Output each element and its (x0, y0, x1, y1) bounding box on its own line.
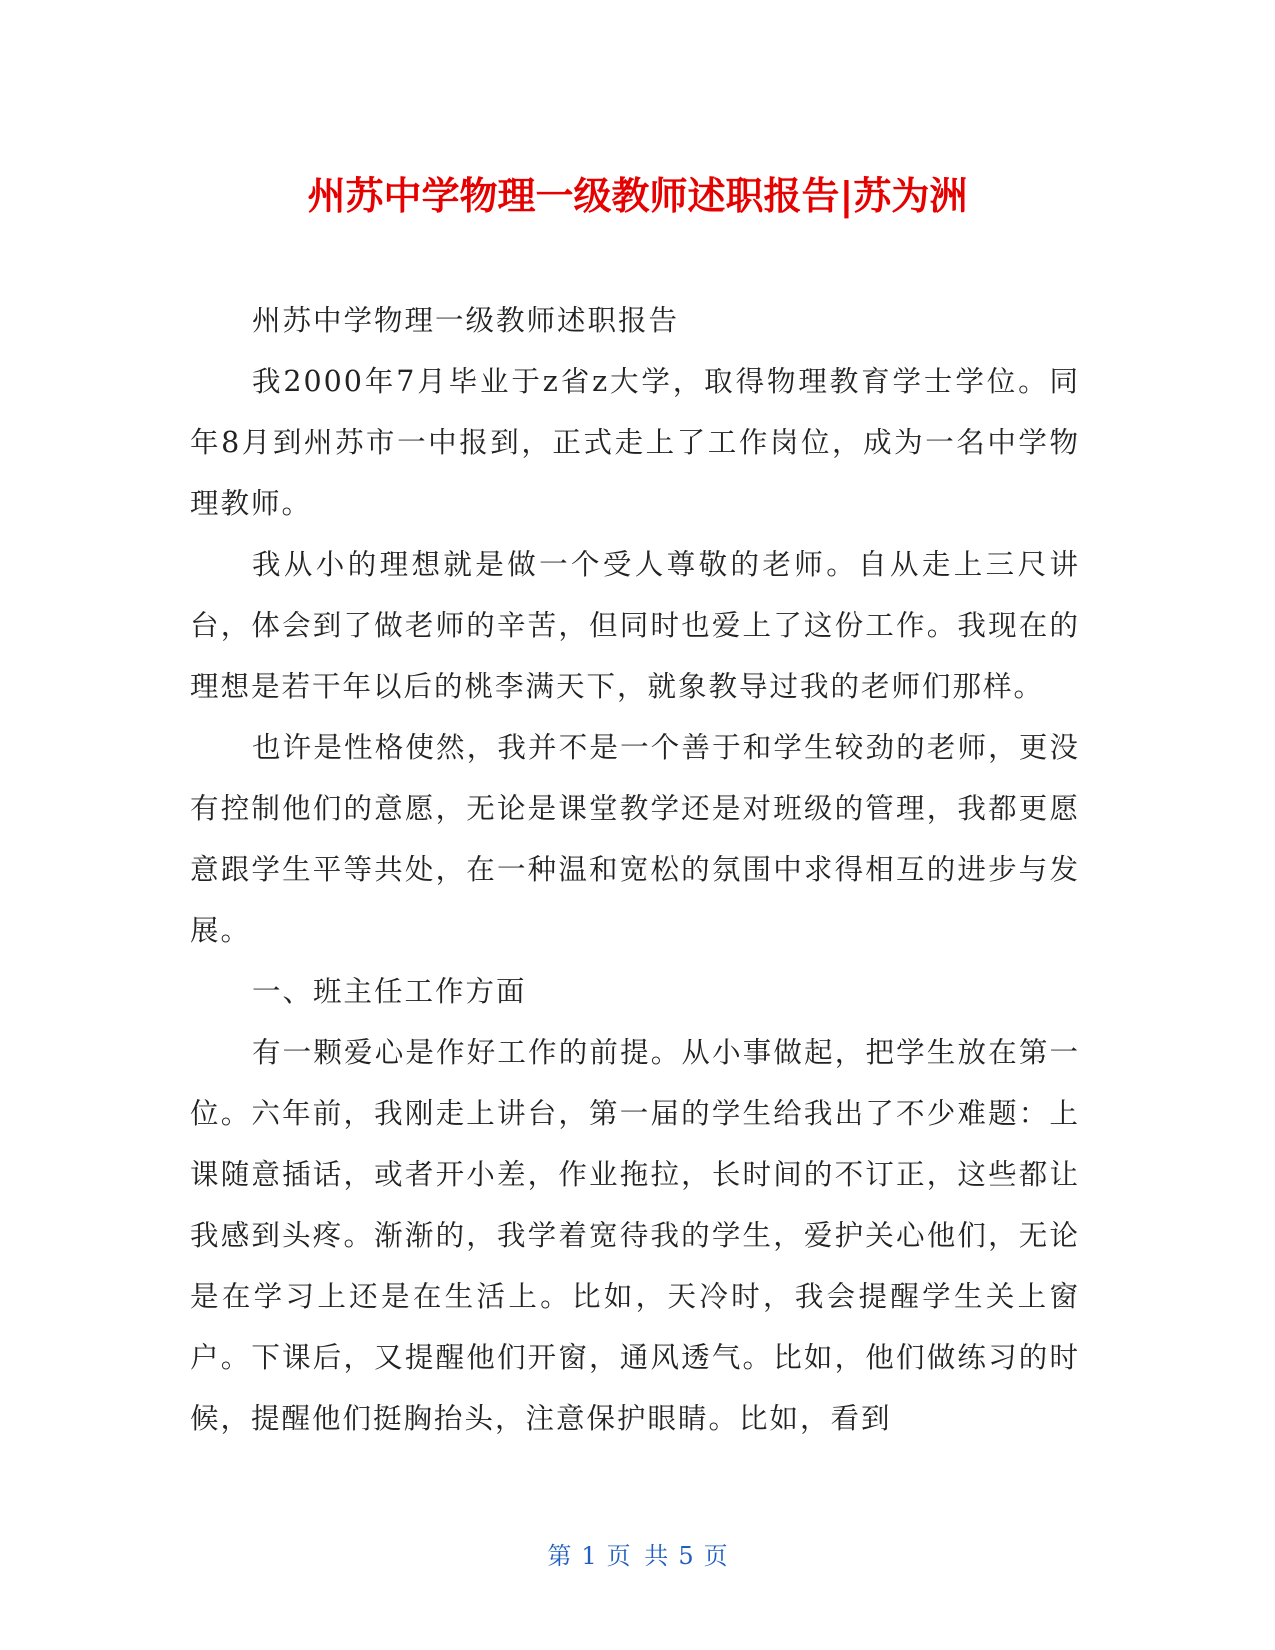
current-page-number: 1 (581, 1542, 597, 1570)
document-body (190, 290, 1080, 1449)
document-title: 州苏中学物理一级教师述职报告|苏为洲 (307, 174, 968, 218)
paragraph: 也许是性格使然，我并不是一个善于和学生较劲的老师，更没有控制他们的意愿，无论是课堂教学还是对班级的管理，我都更愿意跟学生平等共处，在一种温和宽松的氛围中求得相互的进步与发展。 (190, 731, 1080, 947)
footer-middle: 页 共 (606, 1542, 669, 1570)
paragraph-subtitle: 州苏中学物理一级教师述职报告 (252, 304, 680, 337)
paragraph: 我从小的理想就是做一个受人尊敬的老师。自从走上三尺讲台，体会到了做老师的辛苦，但同时也爱上了这份工作。我现在的理想是若干年以后的桃李满天下，就象教导过我的老师们那样。 (190, 548, 1080, 703)
footer-prefix: 第 (547, 1542, 572, 1570)
page-footer (0, 1540, 1275, 1572)
paragraph: 我2000年7月毕业于z省z大学，取得物理教育学士学位。同年8月到州苏市一中报到，正式走上了工作岗位，成为一名中学物理教师。 (190, 365, 1080, 520)
paragraph: 有一颗爱心是作好工作的前提。从小事做起，把学生放在第一位。六年前，我刚走上讲台，第一届的学生给我出了不少难题：上课随意插话，或者开小差，作业拖拉，长时间的不订正，这些都让我感到头疼。渐渐的，我学着宽待我的学生，爱护关心他们，无论是在学习上还是在生活上。比如，天冷时，我会提醒学生关上窗户。下课后，又提醒他们开窗，通风透气。比如，他们做练习的时候，提醒他们挺胸抬头，注意保护眼睛。比如，看到 (190, 1036, 1080, 1435)
section-heading: 一、班主任工作方面 (252, 975, 527, 1008)
total-pages-number: 5 (678, 1542, 694, 1570)
footer-suffix: 页 (703, 1542, 728, 1570)
